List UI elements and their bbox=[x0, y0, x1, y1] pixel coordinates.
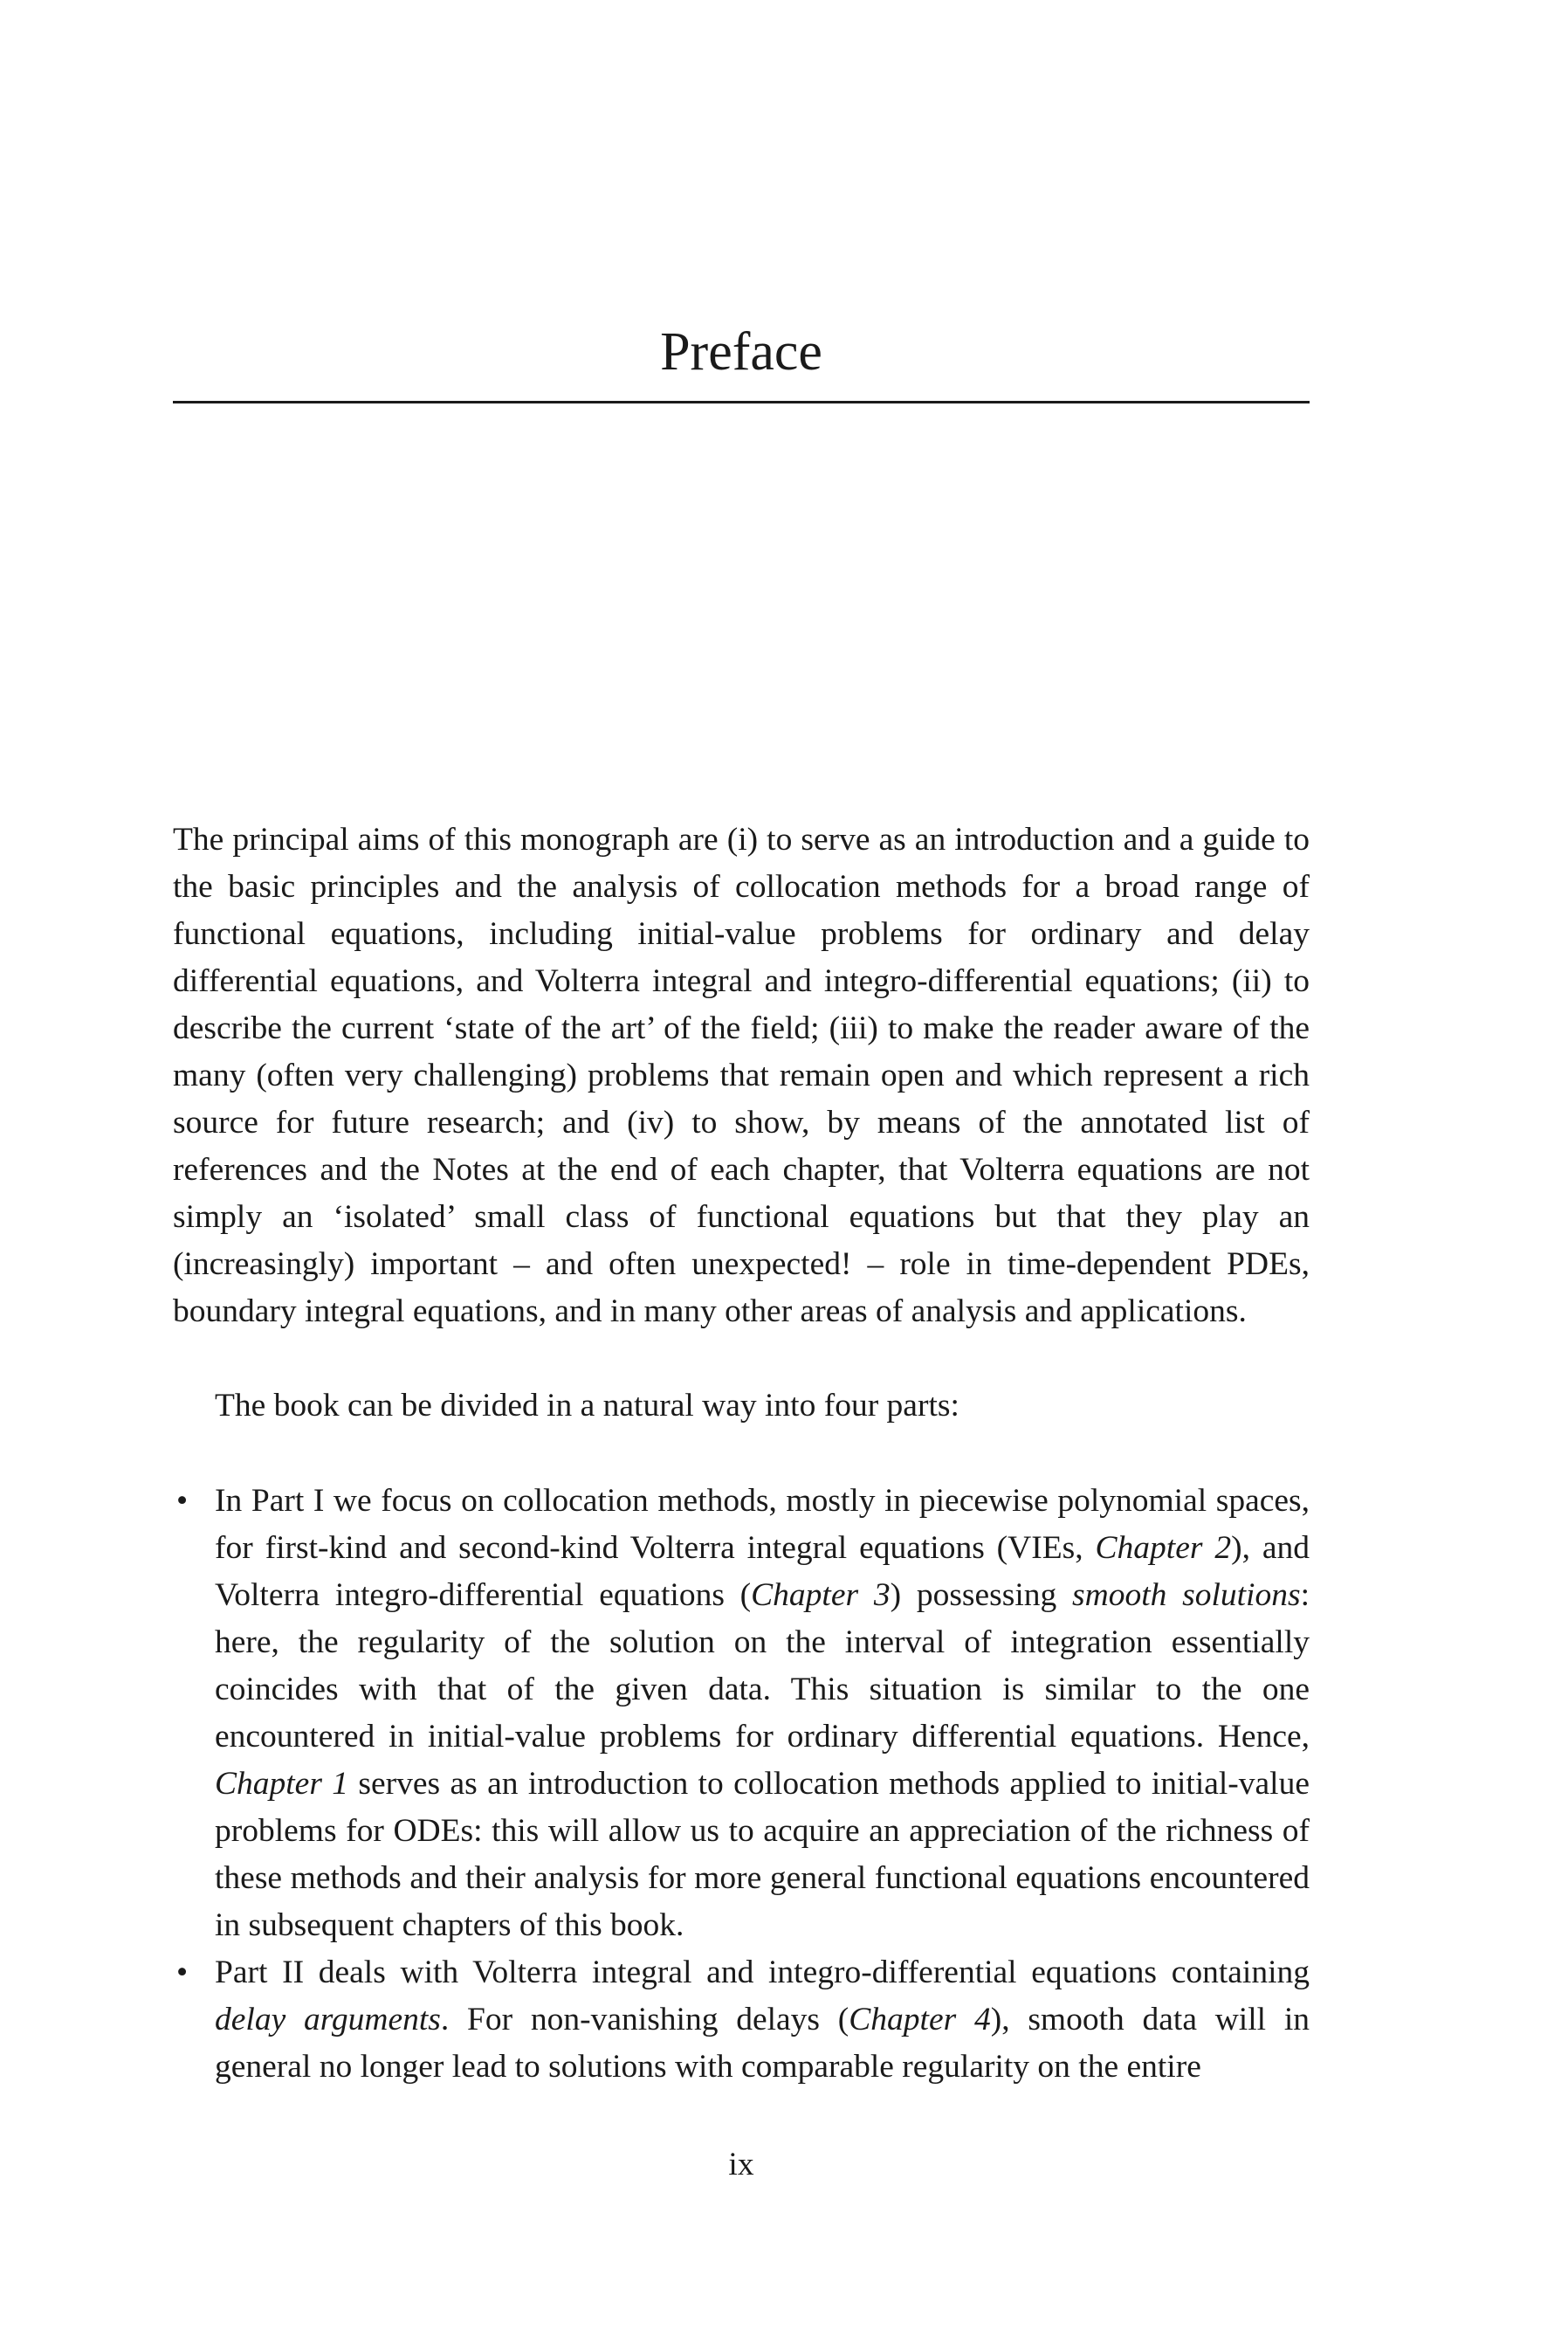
chapter-reference: Chapter 1 bbox=[215, 1766, 349, 1802]
title-rule bbox=[173, 401, 1310, 403]
chapter-reference: Chapter 4 bbox=[849, 2002, 991, 2037]
emphasis-term: delay arguments bbox=[215, 2002, 441, 2037]
list-item: • In Part I we focus on collocation methods, mostly in piecewise polynomial spaces, for first-kind and second-kind Volterra integral equations (VIEs, Chapter 2), and Volterra integro-differential equations (Chapter 3) possessing smooth solutions: here, the regularity of the solution on the interval of integration essentially coincides with that of the given data. This situation is similar to the one encountered in initial-value problems for ordinary differential equations. Hence, Chapter 1 serves as an introduction to collocation methods applied to initial-value problems for ODEs: this will allow us to acquire an appreciation of the richness of these methods and their analysis for more general functional equations encountered in subsequent chapters of this book. bbox=[173, 1478, 1310, 1949]
chapter-reference: Chapter 3 bbox=[751, 1577, 891, 1613]
parts-intro-paragraph: The book can be divided in a natural way into four parts: bbox=[215, 1388, 959, 1424]
intro-paragraph: The principal aims of this monograph are (i) to serve as an introduction and a guide to the basic principles and the analysis of collocation methods for a broad range of functional equations, including initial-value problems for ordinary and delay differential equations, and Volterra integral and integro-differential equations; (ii) to describe the current ‘state of the art’ of the field; (iii) to make the reader aware of the many (often very challenging) problems that remain open and which represent a rich source for future research; and (iv) to show, by means of the annotated list of references and the Notes at the end of each chapter, that Volterra equations are not simply an ‘isolated’ small class of functional equations but that they play an (increasingly) important – and often unexpected! – role in time-dependent PDEs, boundary integral equations, and in many other areas of analysis and applications. bbox=[173, 822, 1310, 1329]
list-item: • Part II deals with Volterra integral and integro-differential equations containing delay arguments. For non-vanishing delays (Chapter 4), smooth data will in general no longer lead to solutions with comparable regularity on the entire bbox=[173, 1949, 1310, 2091]
page-number: ix bbox=[728, 2147, 754, 2182]
chapter-reference: Chapter 2 bbox=[1095, 1530, 1232, 1566]
bullet-icon: • bbox=[176, 1955, 189, 1990]
parts-list bbox=[173, 1478, 1310, 2091]
emphasis-term: smooth solutions bbox=[1072, 1577, 1301, 1613]
bullet-icon: • bbox=[176, 1483, 189, 1519]
page-title: Preface bbox=[660, 322, 822, 382]
